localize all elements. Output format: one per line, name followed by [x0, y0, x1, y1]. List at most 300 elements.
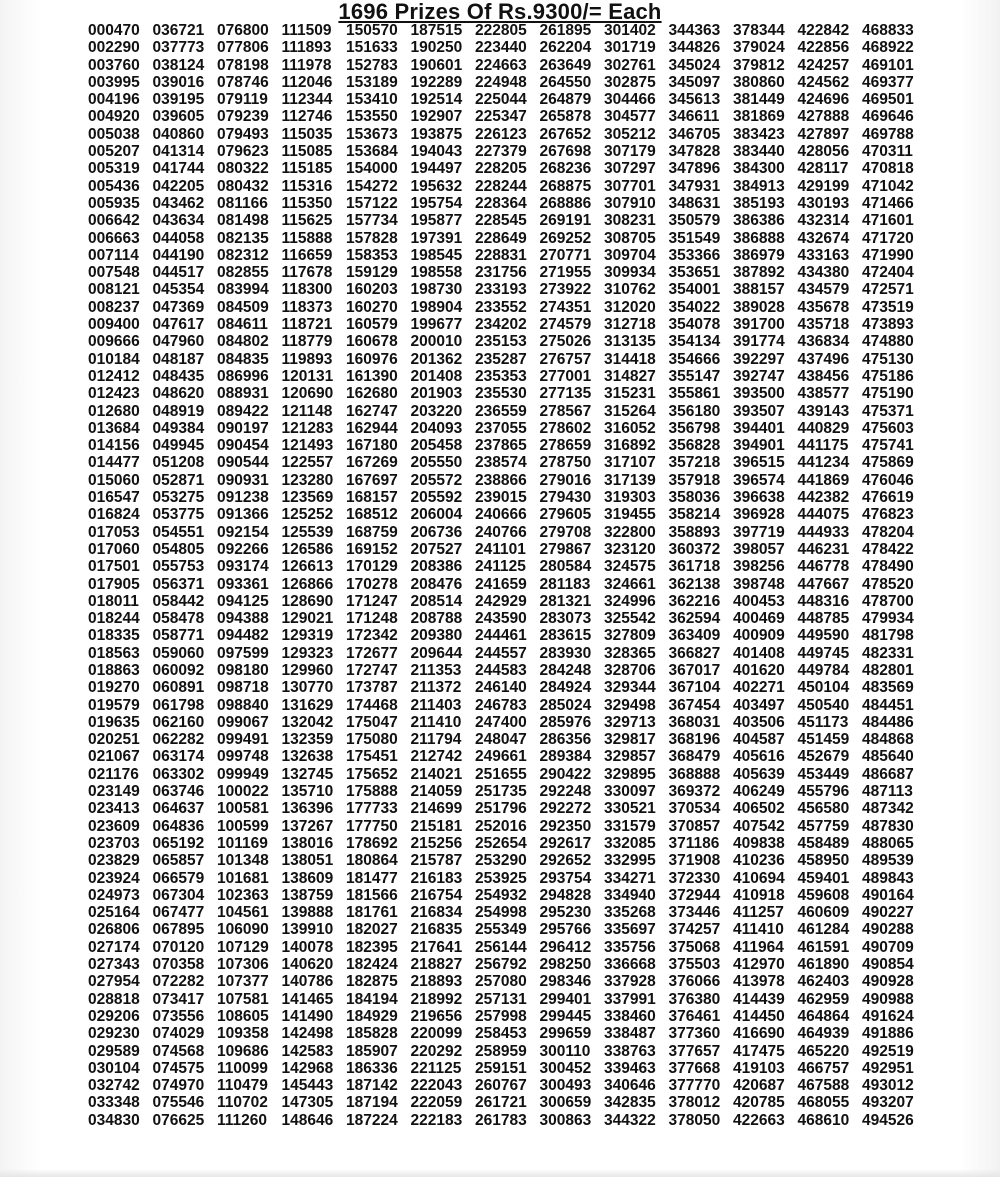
prize-number-cell: 169152 [346, 540, 398, 558]
prize-number-cell: 396515 [733, 454, 785, 472]
prize-number-cell: 332995 [604, 852, 656, 870]
prize-number-cell: 120131 [281, 367, 334, 385]
prize-number-cell: 470311 [862, 143, 913, 161]
prize-number-cell: 302875 [604, 73, 656, 91]
prize-number-cell: 492519 [862, 1042, 914, 1060]
prize-number-cell: 139910 [281, 921, 334, 939]
prize-number-cell: 334271 [604, 869, 656, 887]
prize-number-cell: 468055 [797, 1094, 850, 1112]
prize-number-cell: 269191 [539, 212, 592, 230]
prize-number-cell: 017905 [88, 575, 140, 593]
prize-number-cell: 048919 [152, 402, 205, 420]
prize-number-cell: 158353 [346, 246, 398, 264]
prize-number-cell: 371186 [668, 834, 720, 852]
prize-number-cell: 412970 [733, 956, 785, 974]
prize-number-cell: 225044 [475, 91, 527, 109]
prize-number-cell: 460609 [797, 904, 850, 922]
prize-number-cell: 491886 [862, 1025, 914, 1043]
prize-number-cell: 348631 [668, 194, 721, 212]
prize-number-cell: 048620 [152, 385, 205, 403]
prize-number-cell: 115185 [281, 160, 333, 178]
prize-number-cell: 172342 [346, 627, 398, 645]
prize-number-cell: 042205 [152, 177, 205, 195]
prize-number-cell: 005038 [88, 125, 140, 143]
prize-number-cell: 278602 [539, 419, 592, 437]
prize-number-cell: 493207 [862, 1094, 914, 1112]
prize-number-cell: 185907 [346, 1042, 398, 1060]
prize-number-cell: 225347 [475, 108, 527, 126]
prize-number-cell: 190601 [410, 56, 463, 74]
prize-number-cell: 376380 [668, 990, 721, 1008]
prize-number-cell: 063302 [152, 765, 205, 783]
prize-number-cell: 490227 [862, 904, 914, 922]
prize-number-cell: 342835 [604, 1094, 656, 1112]
prize-number-cell: 008121 [88, 281, 140, 299]
prize-number-cell: 380860 [733, 73, 785, 91]
page-edge-shadow [0, 1169, 1000, 1177]
prize-number-cell: 289384 [539, 748, 592, 766]
prize-number-cell: 338763 [604, 1042, 656, 1060]
prize-number-cell: 302761 [604, 56, 656, 74]
prize-number-cell: 090544 [217, 454, 269, 472]
prize-number-cell: 175652 [346, 765, 398, 783]
prize-number-cell: 269252 [539, 229, 592, 247]
prize-number-cell: 489843 [862, 869, 914, 887]
prize-number-cell: 422856 [797, 39, 850, 57]
prize-number-cell: 240666 [475, 506, 527, 524]
prize-number-cell: 205550 [410, 454, 463, 472]
prize-number-cell: 019635 [88, 713, 140, 731]
prize-number-cell: 309934 [604, 264, 656, 282]
prize-number-cell: 471720 [862, 229, 914, 247]
prize-number-cell: 475130 [862, 350, 914, 368]
prize-number-cell: 132359 [281, 731, 334, 749]
prize-number-cell: 088931 [217, 385, 269, 403]
prize-number-cell: 292248 [539, 783, 592, 801]
prize-number-cell: 485640 [862, 748, 914, 766]
prize-number-cell: 327809 [604, 627, 656, 645]
prize-number-cell: 490709 [862, 938, 914, 956]
prize-number-cell: 198558 [410, 264, 463, 282]
prize-number-cell: 436834 [797, 333, 850, 351]
prize-number-cell: 126613 [281, 558, 334, 576]
prize-number-cell: 208514 [410, 592, 463, 610]
prize-number-cell: 170278 [346, 575, 398, 593]
prize-number-cell: 476619 [862, 489, 914, 507]
prize-number-cell: 048187 [152, 350, 205, 368]
prize-number-cell: 475741 [862, 437, 914, 455]
prize-number-cell: 354078 [668, 316, 721, 334]
prize-number-cell: 102363 [217, 886, 269, 904]
prize-number-cell: 074575 [152, 1059, 205, 1077]
prize-number-cell: 362594 [668, 610, 721, 628]
prize-number-cell: 084611 [217, 316, 268, 334]
prize-number-cell: 211372 [410, 679, 462, 697]
prize-number-cell: 368479 [668, 748, 721, 766]
prize-number-cell: 487342 [862, 800, 914, 818]
prize-number-cell: 420687 [733, 1077, 785, 1095]
prize-number-cell: 409838 [733, 834, 785, 852]
prize-number-cell: 090931 [217, 471, 269, 489]
prize-number-cell: 020251 [88, 731, 140, 749]
prize-number-cell: 307297 [604, 160, 656, 178]
prize-number-cell: 446231 [797, 540, 850, 558]
prize-number-cell: 474880 [862, 333, 914, 351]
prize-number-cell: 153673 [346, 125, 398, 143]
prize-number-cell: 473893 [862, 316, 914, 334]
prize-number-cell: 182027 [346, 921, 398, 939]
prize-number-cell: 368888 [668, 765, 721, 783]
prize-number-cell: 160579 [346, 316, 398, 334]
prize-number-cell: 387892 [733, 264, 785, 282]
prize-number-cell: 307910 [604, 194, 656, 212]
prize-number-cell: 309704 [604, 246, 656, 264]
prize-number-cell: 286356 [539, 731, 592, 749]
prize-number-cell: 467588 [797, 1077, 850, 1095]
prize-number-cell: 129323 [281, 644, 334, 662]
prize-number-cell: 018244 [88, 610, 140, 628]
prize-number-cell: 260767 [475, 1077, 527, 1095]
prize-number-cell: 065192 [152, 834, 205, 852]
prize-number-cell: 279605 [539, 506, 592, 524]
prize-number-cell: 403497 [733, 696, 785, 714]
prize-number-cell: 471466 [862, 194, 914, 212]
prize-number-cell: 090454 [217, 437, 269, 455]
prize-number-cell: 346611 [668, 108, 720, 126]
prize-number-cell: 157734 [346, 212, 398, 230]
prize-number-cell: 336668 [604, 956, 656, 974]
prize-number-cell: 268236 [539, 160, 592, 178]
prize-number-cell: 279016 [539, 471, 592, 489]
prize-number-cell: 331579 [604, 817, 656, 835]
prize-number-cell: 267698 [539, 143, 592, 161]
prize-number-cell: 298250 [539, 956, 592, 974]
prize-number-cell: 228831 [475, 246, 527, 264]
prize-number-cell: 305212 [604, 125, 656, 143]
prize-number-cell: 237055 [475, 419, 527, 437]
prize-number-cell: 356828 [668, 437, 721, 455]
prize-number-cell: 324996 [604, 592, 656, 610]
prize-number-cell: 198904 [410, 298, 463, 316]
prize-number-cell: 058442 [152, 592, 205, 610]
prize-number-cell: 471990 [862, 246, 914, 264]
prize-number-cell: 208476 [410, 575, 463, 593]
prize-number-cell: 490854 [862, 956, 914, 974]
prize-number-cell: 128690 [281, 592, 334, 610]
prize-number-cell: 018563 [88, 644, 140, 662]
prize-number-cell: 174468 [346, 696, 398, 714]
prize-number-cell: 458489 [797, 834, 850, 852]
prize-number-cell: 063174 [152, 748, 205, 766]
prize-number-cell: 115350 [281, 194, 333, 212]
prize-number-cell: 160678 [346, 333, 398, 351]
prize-number-cell: 441175 [797, 437, 849, 455]
prize-number-cell: 441869 [797, 471, 850, 489]
prize-number-cell: 023149 [88, 783, 140, 801]
prize-number-cell: 391774 [733, 333, 785, 351]
prize-number-cell: 003995 [88, 73, 140, 91]
prize-number-cell: 199677 [410, 316, 463, 334]
prize-number-cell: 151633 [346, 39, 398, 57]
prize-number-cell: 013684 [88, 419, 140, 437]
prize-number-cell: 192907 [410, 108, 463, 126]
prize-number-cell: 056371 [152, 575, 205, 593]
prize-number-cell: 195632 [410, 177, 463, 195]
prize-number-cell: 271955 [539, 264, 592, 282]
prize-number-cell: 453449 [797, 765, 850, 783]
prize-number-cell: 216754 [410, 886, 463, 904]
prize-number-cell: 328365 [604, 644, 656, 662]
prize-number-cell: 243590 [475, 610, 527, 628]
prize-number-cell: 006663 [88, 229, 140, 247]
prize-number-cell: 424696 [797, 91, 850, 109]
prize-number-cell: 328706 [604, 661, 656, 679]
prize-number-cell: 475603 [862, 419, 914, 437]
prize-number-cell: 216183 [410, 869, 463, 887]
prize-number-cell: 115316 [281, 177, 333, 195]
prize-number-cell: 231756 [475, 264, 527, 282]
prize-number-cell: 138609 [281, 869, 334, 887]
prize-number-cell: 430193 [797, 194, 850, 212]
prize-number-cell: 048435 [152, 367, 205, 385]
prize-number-cell: 481798 [862, 627, 914, 645]
prize-number-cell: 076625 [152, 1111, 205, 1129]
prize-number-cell: 292350 [539, 817, 592, 835]
prize-number-cell: 468922 [862, 39, 914, 57]
prize-number-cell: 462403 [797, 973, 850, 991]
prize-number-cell: 437496 [797, 350, 850, 368]
prize-number-cell: 413978 [733, 973, 785, 991]
prize-number-cell: 298346 [539, 973, 592, 991]
prize-number-cell: 475371 [862, 402, 914, 420]
prize-number-cell: 246140 [475, 679, 527, 697]
prize-number-cell: 394901 [733, 437, 785, 455]
prize-number-cell: 358214 [668, 506, 721, 524]
prize-number-cell: 119893 [281, 350, 333, 368]
prize-number-cell: 138759 [281, 886, 334, 904]
prize-number-cell: 301719 [604, 39, 656, 57]
prize-number-cell: 063746 [152, 783, 205, 801]
prize-number-cell: 441234 [797, 454, 850, 472]
prize-number-cell: 285024 [539, 696, 592, 714]
prize-number-cell: 157122 [346, 194, 398, 212]
prize-number-cell: 047369 [152, 298, 205, 316]
prize-number-cell: 162944 [346, 419, 398, 437]
prize-number-cell: 372944 [668, 886, 721, 904]
prize-number-cell: 279430 [539, 489, 592, 507]
prize-number-cell: 131629 [281, 696, 334, 714]
prize-number-cell: 072282 [152, 973, 205, 991]
prize-number-cell: 073417 [152, 990, 205, 1008]
prize-number-cell: 002290 [88, 39, 140, 57]
prize-number-cell: 251655 [475, 765, 527, 783]
prize-number-cell: 115035 [281, 125, 333, 143]
prize-number-cell: 278567 [539, 402, 592, 420]
prize-number-cell: 384300 [733, 160, 785, 178]
prize-number-cell: 039195 [152, 91, 205, 109]
prize-number-cell: 312020 [604, 298, 656, 316]
prize-number-cell: 248047 [475, 731, 527, 749]
prize-number-cell: 490988 [862, 990, 914, 1008]
prize-number-cell: 405616 [733, 748, 785, 766]
prize-number-cell: 112344 [281, 91, 333, 109]
prize-number-cell: 484486 [862, 713, 914, 731]
prize-number-cell: 279867 [539, 540, 592, 558]
prize-number-cell: 478520 [862, 575, 914, 593]
prize-number-cell: 094482 [217, 627, 269, 645]
prize-number-cell: 330521 [604, 800, 656, 818]
prize-number-cell: 444075 [797, 506, 850, 524]
prize-number-cell: 304466 [604, 91, 656, 109]
prize-number-cell: 154272 [346, 177, 398, 195]
prize-number-cell: 160976 [346, 350, 398, 368]
prize-number-cell: 258453 [475, 1025, 527, 1043]
prize-number-cell: 376461 [668, 1007, 721, 1025]
prize-number-cell: 270771 [539, 246, 592, 264]
prize-number-cell: 016547 [88, 489, 140, 507]
prize-number-cell: 125539 [281, 523, 334, 541]
prize-number-cell: 041314 [152, 143, 205, 161]
prize-number-cell: 357218 [668, 454, 721, 472]
prize-number-cell: 078746 [217, 73, 269, 91]
prize-number-cell: 353366 [668, 246, 721, 264]
prize-number-cell: 209644 [410, 644, 463, 662]
prize-number-cell: 126586 [281, 540, 334, 558]
prize-number-cell: 195877 [410, 212, 463, 230]
prize-number-cell: 398256 [733, 558, 785, 576]
prize-number-cell: 029589 [88, 1042, 140, 1060]
prize-number-cell: 111260 [217, 1111, 268, 1129]
prize-number-cell: 093361 [217, 575, 269, 593]
prize-number-cell: 449590 [797, 627, 850, 645]
prize-number-cell: 300863 [539, 1111, 592, 1129]
prize-number-cell: 111978 [281, 56, 332, 74]
prize-number-cell: 051208 [152, 454, 205, 472]
prize-number-cell: 023609 [88, 817, 140, 835]
prize-number-cell: 292617 [539, 834, 592, 852]
prize-number-cell: 216835 [410, 921, 463, 939]
prize-number-cell: 475190 [862, 385, 914, 403]
prize-number-cell: 017501 [88, 558, 140, 576]
prize-number-cell: 299445 [539, 1007, 592, 1025]
prize-number-cell: 037773 [152, 39, 205, 57]
prize-number-cell: 433163 [797, 246, 850, 264]
prize-number-cell: 222805 [475, 22, 527, 39]
prize-number-cell: 403506 [733, 713, 785, 731]
prize-number-cell: 400909 [733, 627, 785, 645]
prize-number-cell: 045354 [152, 281, 205, 299]
prize-number-cell: 187194 [346, 1094, 398, 1112]
prize-number-cell: 214699 [410, 800, 463, 818]
prize-number-cell: 197391 [410, 229, 463, 247]
prize-number-cell: 007548 [88, 264, 140, 282]
prize-number-cell: 228364 [475, 194, 527, 212]
prize-number-cell: 319303 [604, 489, 656, 507]
prize-number-cell: 329713 [604, 713, 656, 731]
prize-number-cell: 329498 [604, 696, 656, 714]
prize-number-cell: 115625 [281, 212, 333, 230]
prize-number-cell: 313135 [604, 333, 656, 351]
prize-number-cell: 299659 [539, 1025, 592, 1043]
prize-number-cell: 368031 [668, 713, 721, 731]
prize-number-cell: 383423 [733, 125, 785, 143]
prize-number-cell: 323120 [604, 540, 656, 558]
prize-number-cell: 381869 [733, 108, 785, 126]
prize-number-cell: 175047 [346, 713, 398, 731]
prize-number-cell: 329857 [604, 748, 656, 766]
prize-number-cell: 061798 [152, 696, 205, 714]
prize-number-cell: 261895 [539, 22, 592, 39]
prize-number-cell: 145443 [281, 1077, 334, 1095]
prize-number-cell: 386888 [733, 229, 785, 247]
prize-number-cell: 019579 [88, 696, 140, 714]
prize-number-cell: 307701 [604, 177, 656, 195]
prize-number-cell: 167180 [346, 437, 398, 455]
prize-number-cell: 264550 [539, 73, 592, 91]
prize-number-cell: 370857 [668, 817, 721, 835]
prize-number-cell: 396928 [733, 506, 785, 524]
prize-number-cell: 118779 [281, 333, 333, 351]
prize-number-cell: 296412 [539, 938, 592, 956]
prize-number-cell: 160203 [346, 281, 398, 299]
prize-number-cell: 005436 [88, 177, 140, 195]
prize-number-cell: 198730 [410, 281, 463, 299]
prize-number-cell: 276757 [539, 350, 592, 368]
prize-number-cell: 028818 [88, 990, 140, 1008]
prize-number-cell: 253290 [475, 852, 527, 870]
prize-number-cell: 356798 [668, 419, 721, 437]
prize-number-cell: 109358 [217, 1025, 269, 1043]
prize-number-cell: 439143 [797, 402, 850, 420]
prize-number-cell: 344363 [668, 22, 721, 39]
prize-number-cell: 255349 [475, 921, 527, 939]
prize-number-cell: 129319 [281, 627, 334, 645]
prize-number-cell: 009666 [88, 333, 140, 351]
prize-number-cell: 392747 [733, 367, 785, 385]
prize-number-cell: 401620 [733, 661, 785, 679]
prize-number-cell: 241659 [475, 575, 527, 593]
prize-number-cell: 132638 [281, 748, 334, 766]
prize-number-cell: 284248 [539, 661, 592, 679]
prize-number-cell: 459608 [797, 886, 850, 904]
prize-number-cell: 117678 [281, 264, 333, 282]
prize-number-cell: 267652 [539, 125, 592, 143]
prize-number-cell: 355147 [668, 367, 721, 385]
prize-number-cell: 346705 [668, 125, 721, 143]
prize-number-cell: 448785 [797, 610, 850, 628]
prize-number-cell: 107377 [217, 973, 269, 991]
prize-number-cell: 070358 [152, 956, 205, 974]
prize-number-cell: 478422 [862, 540, 914, 558]
prize-number-cell: 224663 [475, 56, 527, 74]
prize-number-cell: 142498 [281, 1025, 334, 1043]
prize-number-cell: 411257 [733, 904, 784, 922]
prize-number-cell: 175451 [346, 748, 398, 766]
prize-number-cell: 283930 [539, 644, 592, 662]
prize-number-cell: 469377 [862, 73, 914, 91]
prize-number-cell: 377770 [668, 1077, 721, 1095]
prize-number-cell: 448316 [797, 592, 850, 610]
prize-number-cell: 177733 [346, 800, 398, 818]
prize-number-cell: 338487 [604, 1025, 656, 1043]
prize-number-cell: 218992 [410, 990, 463, 1008]
prize-number-cell: 355861 [668, 385, 721, 403]
prize-number-cell: 469501 [862, 91, 914, 109]
prize-number-cell: 106090 [217, 921, 269, 939]
prize-number-cell: 027954 [88, 973, 140, 991]
prize-number-cell: 094388 [217, 610, 269, 628]
prize-number-cell: 301402 [604, 22, 656, 39]
